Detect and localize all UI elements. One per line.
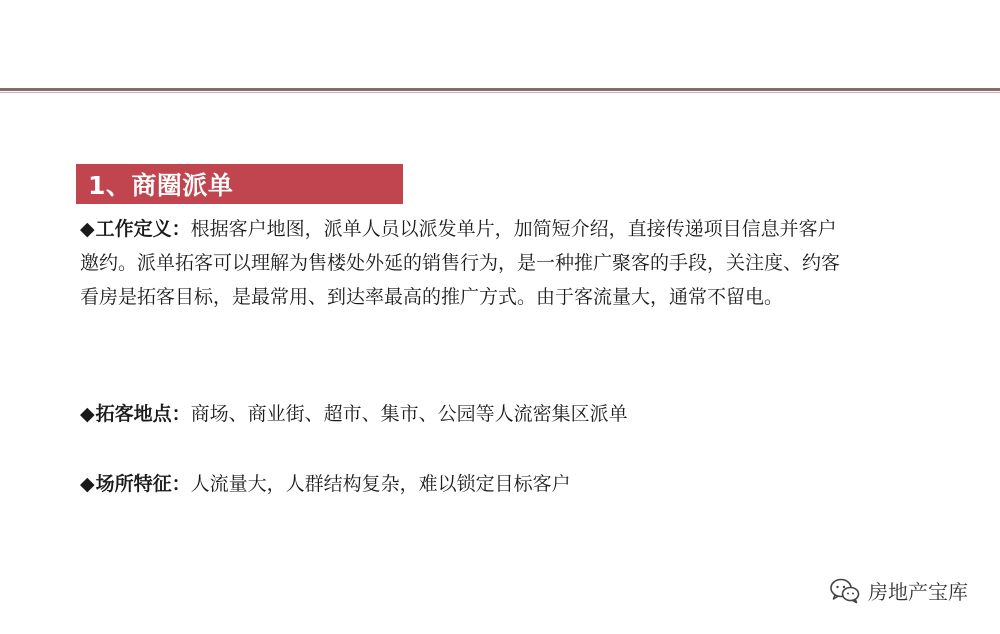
- venue-feature-label: 场所特征：: [95, 473, 191, 495]
- location-text: 商场、商业街、超市、集市、公园等人流密集区派单: [190, 403, 628, 425]
- header-divider: [0, 88, 1000, 91]
- diamond-bullet-icon: ◆: [80, 403, 95, 425]
- location-paragraph: [80, 397, 860, 431]
- venue-feature-text: 人流量大，人群结构复杂，难以锁定目标客户: [190, 473, 571, 495]
- location-label: 拓客地点：: [95, 403, 191, 425]
- content-body: [80, 212, 860, 495]
- diamond-bullet-icon: ◆: [80, 473, 95, 495]
- section-header-bar: [76, 164, 403, 204]
- work-definition-paragraph: [80, 212, 840, 314]
- section-title: 1、商圈派单: [88, 171, 234, 200]
- work-definition-text: 根据客户地图，派单人员以派发单片，加简短介绍，直接传递项目信息并客户邀约。派单拓客可以理解为售楼处外延的销售行为，是一种推广聚客的手段，关注度、约客看房是拓客目标，是最常用、到达率最高的推广方式。由于客流量大，通常不留电。: [80, 218, 841, 308]
- wechat-icon: [830, 578, 860, 604]
- watermark-text: 房地产宝库: [868, 580, 968, 604]
- venue-feature-paragraph: [80, 467, 860, 501]
- work-definition-label: 工作定义：: [95, 218, 191, 240]
- diamond-bullet-icon: ◆: [80, 218, 95, 240]
- watermark: [830, 576, 968, 605]
